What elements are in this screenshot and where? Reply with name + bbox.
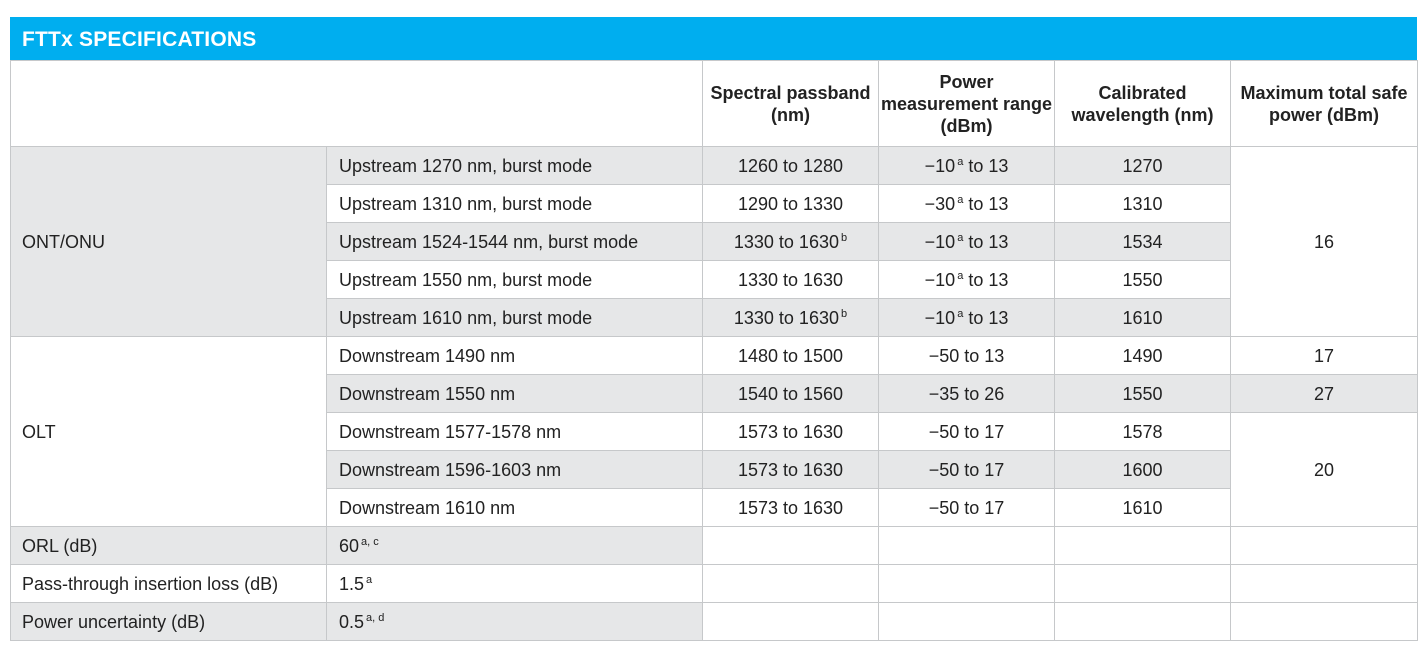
empty-cell [1231,527,1418,565]
footnote-mark: a [957,307,964,320]
empty-cell [1055,603,1231,641]
row-name: Upstream 1524-1544 nm, burst mode [327,223,703,261]
spec-table [10,60,1418,641]
cell-text: −10 [924,307,956,328]
cell-text: −10 [924,155,956,176]
row-name: Downstream 1490 nm [327,337,703,375]
spectral-passband [703,147,879,185]
spectral-passband: 1573 to 1630 [703,451,879,489]
empty-cell [1055,565,1231,603]
power-range [879,261,1055,299]
empty-cell [879,603,1055,641]
spectral-passband: 1480 to 1500 [703,337,879,375]
calibrated-wavelength: 1490 [1055,337,1231,375]
insertion-loss-value [327,565,703,603]
max-safe-power-ont: 16 [1231,147,1418,337]
cell-text: to 13 [963,155,1009,176]
table-title: FTTx SPECIFICATIONS [10,17,1417,60]
power-range: −50 to 13 [879,337,1055,375]
cell-text: 1290 to 1330 [737,193,844,214]
cell-text: 1330 to 1630 [733,307,839,328]
orl-label: ORL (dB) [11,527,327,565]
footnote-mark: a [366,573,373,586]
empty-cell [879,527,1055,565]
row-name: Upstream 1310 nm, burst mode [327,185,703,223]
footnote-mark: a [957,155,964,168]
cell-text: −10 [924,231,956,252]
calibrated-wavelength: 1550 [1055,261,1231,299]
row-name: Downstream 1577-1578 nm [327,413,703,451]
spectral-passband [703,261,879,299]
header-empty-cell [11,61,703,147]
footnote-mark: a, d [366,611,385,624]
cell-text: 1.5 [339,573,365,594]
spectral-passband [703,185,879,223]
spectral-passband [703,223,879,261]
row-name: Upstream 1610 nm, burst mode [327,299,703,337]
max-safe-power-shared: 20 [1231,413,1418,527]
cell-text: to 13 [963,231,1009,252]
cell-text: 1260 to 1280 [737,155,844,176]
calibrated-wavelength: 1310 [1055,185,1231,223]
cell-text: 1330 to 1630 [733,231,839,252]
power-uncertainty-label: Power uncertainty (dB) [11,603,327,641]
group-label-olt: OLT [11,337,327,527]
empty-cell [1231,565,1418,603]
empty-cell [879,565,1055,603]
header-max-safe-power: Maximum total safe power (dBm) [1231,61,1418,147]
power-range [879,299,1055,337]
spectral-passband: 1573 to 1630 [703,489,879,527]
empty-cell [703,565,879,603]
row-name: Downstream 1550 nm [327,375,703,413]
footnote-mark: a [957,193,964,206]
power-range: −50 to 17 [879,451,1055,489]
empty-cell [1231,603,1418,641]
max-safe-power: 17 [1231,337,1418,375]
row-name: Downstream 1610 nm [327,489,703,527]
table-row [11,565,1418,603]
row-name: Upstream 1270 nm, burst mode [327,147,703,185]
power-range: −50 to 17 [879,489,1055,527]
table-row [11,527,1418,565]
row-name: Downstream 1596-1603 nm [327,451,703,489]
insertion-loss-label: Pass-through insertion loss (dB) [11,565,327,603]
power-range [879,223,1055,261]
empty-cell [703,603,879,641]
cell-text: to 13 [963,269,1009,290]
calibrated-wavelength: 1600 [1055,451,1231,489]
fttx-spec-table [10,17,1417,641]
cell-text: to 13 [963,193,1009,214]
table-row [11,337,1418,375]
cell-text: 60 [339,535,360,556]
cell-text: −30 [924,193,956,214]
footnote-mark: b [840,307,848,320]
max-safe-power: 27 [1231,375,1418,413]
calibrated-wavelength: 1578 [1055,413,1231,451]
footnote-mark: a [957,231,964,244]
cell-text: −10 [924,269,956,290]
power-range [879,185,1055,223]
header-spectral-passband: Spectral passband (nm) [703,61,879,147]
calibrated-wavelength: 1534 [1055,223,1231,261]
spectral-passband: 1573 to 1630 [703,413,879,451]
spectral-passband: 1540 to 1560 [703,375,879,413]
header-row [11,61,1418,147]
power-range [879,147,1055,185]
calibrated-wavelength: 1610 [1055,299,1231,337]
calibrated-wavelength: 1270 [1055,147,1231,185]
footnote-mark: a, c [361,535,379,548]
cell-text: to 13 [963,307,1009,328]
row-name: Upstream 1550 nm, burst mode [327,261,703,299]
empty-cell [703,527,879,565]
cell-text: 1330 to 1630 [737,269,844,290]
group-label-ont: ONT/ONU [11,147,327,337]
table-row [11,147,1418,185]
empty-cell [1055,527,1231,565]
calibrated-wavelength: 1610 [1055,489,1231,527]
footnote-mark: b [840,231,848,244]
power-range: −35 to 26 [879,375,1055,413]
header-power-range: Power measurement range (dBm) [879,61,1055,147]
orl-value [327,527,703,565]
power-range: −50 to 17 [879,413,1055,451]
table-row [11,603,1418,641]
power-uncertainty-value [327,603,703,641]
footnote-mark: a [957,269,964,282]
cell-text: 0.5 [339,611,365,632]
spectral-passband [703,299,879,337]
calibrated-wavelength: 1550 [1055,375,1231,413]
header-calibrated-wavelength: Calibrated wavelength (nm) [1055,61,1231,147]
